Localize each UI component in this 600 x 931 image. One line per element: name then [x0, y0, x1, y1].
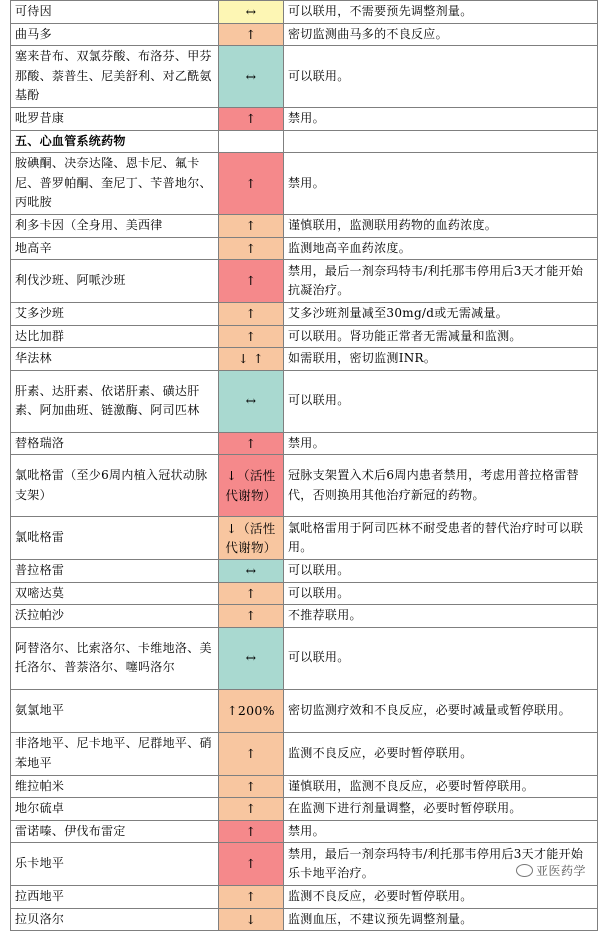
recommendation-cell: 氯吡格雷用于阿司匹林不耐受患者的替代治疗时可以联用。 [284, 517, 598, 560]
drug-interaction-table [10, 0, 598, 931]
table-row [11, 455, 598, 517]
effect-cell: ↑ [219, 582, 284, 605]
effect-cell: ↑ [219, 605, 284, 628]
drug-name-cell: 肝素、达肝素、依诺肝素、磺达肝素、阿加曲班、链激酶、阿司匹林 [11, 370, 219, 432]
table-row [11, 260, 598, 303]
drug-name-cell: 拉西地平 [11, 886, 219, 909]
table-row [11, 432, 598, 455]
table-row [11, 775, 598, 798]
table-row [11, 560, 598, 583]
recommendation-cell: 可以联用。 [284, 370, 598, 432]
table-row [11, 1, 598, 24]
effect-cell: ↔ [219, 370, 284, 432]
drug-name-cell: 维拉帕米 [11, 775, 219, 798]
drug-name-cell: 可待因 [11, 1, 219, 24]
recommendation-cell: 艾多沙班剂量减至30mg/d或无需减量。 [284, 303, 598, 326]
drug-name-cell: 拉贝洛尔 [11, 908, 219, 931]
drug-name-cell: 氯吡格雷（至少6周内植入冠状动脉支架） [11, 455, 219, 517]
recommendation-cell: 不推荐联用。 [284, 605, 598, 628]
effect-cell: ↓（活性代谢物） [219, 455, 284, 517]
effect-cell: ↑ [219, 260, 284, 303]
table-row [11, 108, 598, 131]
drug-name-cell: 替格瑞洛 [11, 432, 219, 455]
drug-name-cell: 非洛地平、尼卡地平、尼群地平、硝苯地平 [11, 732, 219, 775]
effect-cell: ↑ [219, 432, 284, 455]
effect-cell: ↑ [219, 108, 284, 131]
recommendation-cell: 监测不良反应，必要时暂停联用。 [284, 732, 598, 775]
recommendation-cell: 可以联用。 [284, 627, 598, 689]
recommendation-cell: 冠脉支架置入术后6周内患者禁用，考虑用普拉格雷替代，否则换用其他治疗新冠的药物。 [284, 455, 598, 517]
drug-name-cell: 吡罗昔康 [11, 108, 219, 131]
effect-cell: ↓ ↑ [219, 348, 284, 371]
recommendation-cell: 密切监测疗效和不良反应，必要时减量或暂停联用。 [284, 689, 598, 732]
table-row [11, 843, 598, 886]
table-row [11, 582, 598, 605]
table-row [11, 517, 598, 560]
table-row [11, 689, 598, 732]
drug-name-cell: 曲马多 [11, 23, 219, 46]
recommendation-cell: 密切监测曲马多的不良反应。 [284, 23, 598, 46]
table-row [11, 732, 598, 775]
table-row [11, 370, 598, 432]
recommendation-cell: 可以联用。 [284, 560, 598, 583]
effect-cell: ↓（活性代谢物） [219, 517, 284, 560]
effect-cell: ↑ [219, 820, 284, 843]
effect-cell: ↑ [219, 843, 284, 886]
recommendation-cell: 可以联用。肾功能正常者无需减量和监测。 [284, 325, 598, 348]
watermark-text: 亚医药学 [536, 864, 587, 878]
recommendation-cell: 禁用。 [284, 153, 598, 215]
effect-cell: ↑ [219, 325, 284, 348]
drug-name-cell: 雷诺嗪、伊伐布雷定 [11, 820, 219, 843]
recommendation-cell: 如需联用，密切监测INR。 [284, 348, 598, 371]
table-row [11, 605, 598, 628]
drug-name-cell: 沃拉帕沙 [11, 605, 219, 628]
table-row [11, 348, 598, 371]
effect-cell: ↔ [219, 1, 284, 24]
drug-name-cell: 地高辛 [11, 237, 219, 260]
drug-name-cell: 华法林 [11, 348, 219, 371]
effect-cell: ↔ [219, 560, 284, 583]
drug-name-cell: 胺碘酮、决奈达隆、恩卡尼、氟卡尼、普罗帕酮、奎尼丁、苄普地尔、丙吡胺 [11, 153, 219, 215]
drug-name-cell: 塞来昔布、双氯芬酸、布洛芬、甲芬那酸、萘普生、尼美舒利、对乙酰氨基酚 [11, 46, 219, 108]
recommendation-cell: 可以联用，不需要预先调整剂量。 [284, 1, 598, 24]
effect-cell: ↑ [219, 775, 284, 798]
effect-cell: ↑ [219, 237, 284, 260]
drug-name-cell: 艾多沙班 [11, 303, 219, 326]
table-row [11, 908, 598, 931]
table-row [11, 46, 598, 108]
table-row [11, 303, 598, 326]
recommendation-cell: 可以联用。 [284, 582, 598, 605]
recommendation-cell: 禁用，最后一剂奈玛特韦/利托那韦停用后3天才能开始抗凝治疗。 [284, 260, 598, 303]
effect-cell: ↓ [219, 908, 284, 931]
drug-name-cell: 地尔硫卓 [11, 798, 219, 821]
effect-cell: ↑ [219, 215, 284, 238]
effect-cell: ↑200% [219, 689, 284, 732]
effect-cell: ↔ [219, 46, 284, 108]
effect-cell: ↑ [219, 886, 284, 909]
drug-name-cell: 乐卡地平 [11, 843, 219, 886]
table-body [11, 1, 598, 931]
table-row [11, 627, 598, 689]
recommendation-cell: 谨慎联用，监测不良反应，必要时暂停联用。 [284, 775, 598, 798]
recommendation-cell: 禁用。 [284, 432, 598, 455]
table-row [11, 820, 598, 843]
drug-name-cell: 普拉格雷 [11, 560, 219, 583]
table-row [11, 23, 598, 46]
drug-name-cell: 氯吡格雷 [11, 517, 219, 560]
table-row [11, 237, 598, 260]
table-row [11, 325, 598, 348]
section-title: 五、心血管系统药物 [11, 130, 219, 153]
recommendation-cell: 监测血压，不建议预先调整剂量。 [284, 908, 598, 931]
effect-cell: ↑ [219, 732, 284, 775]
effect-cell: ↑ [219, 23, 284, 46]
recommendation-cell: 禁用。 [284, 820, 598, 843]
wechat-icon [516, 864, 533, 877]
effect-cell: ↑ [219, 153, 284, 215]
section-header-row [11, 130, 598, 153]
recommendation-cell: 禁用。 [284, 108, 598, 131]
recommendation-cell: 禁用，最后一剂奈玛特韦/利托那韦停用后3天才能开始乐卡地平治疗。 [284, 843, 598, 886]
effect-cell: ↑ [219, 798, 284, 821]
drug-name-cell: 利伐沙班、阿哌沙班 [11, 260, 219, 303]
table-row [11, 153, 598, 215]
drug-name-cell: 双嘧达莫 [11, 582, 219, 605]
table-row [11, 798, 598, 821]
recommendation-cell: 谨慎联用，监测联用药物的血药浓度。 [284, 215, 598, 238]
recommendation-cell: 可以联用。 [284, 46, 598, 108]
effect-cell: ↔ [219, 627, 284, 689]
table-row [11, 215, 598, 238]
effect-cell [219, 130, 284, 153]
watermark [516, 862, 586, 879]
effect-cell: ↑ [219, 303, 284, 326]
drug-name-cell: 阿替洛尔、比索洛尔、卡维地洛、美托洛尔、普萘洛尔、噻吗洛尔 [11, 627, 219, 689]
recommendation-cell: 在监测下进行剂量调整，必要时暂停联用。 [284, 798, 598, 821]
recommendation-cell: 监测地高辛血药浓度。 [284, 237, 598, 260]
recommendation-cell: 监测不良反应，必要时暂停联用。 [284, 886, 598, 909]
drug-name-cell: 利多卡因（全身用、美西律 [11, 215, 219, 238]
drug-name-cell: 氨氯地平 [11, 689, 219, 732]
recommendation-cell [284, 130, 598, 153]
drug-name-cell: 达比加群 [11, 325, 219, 348]
